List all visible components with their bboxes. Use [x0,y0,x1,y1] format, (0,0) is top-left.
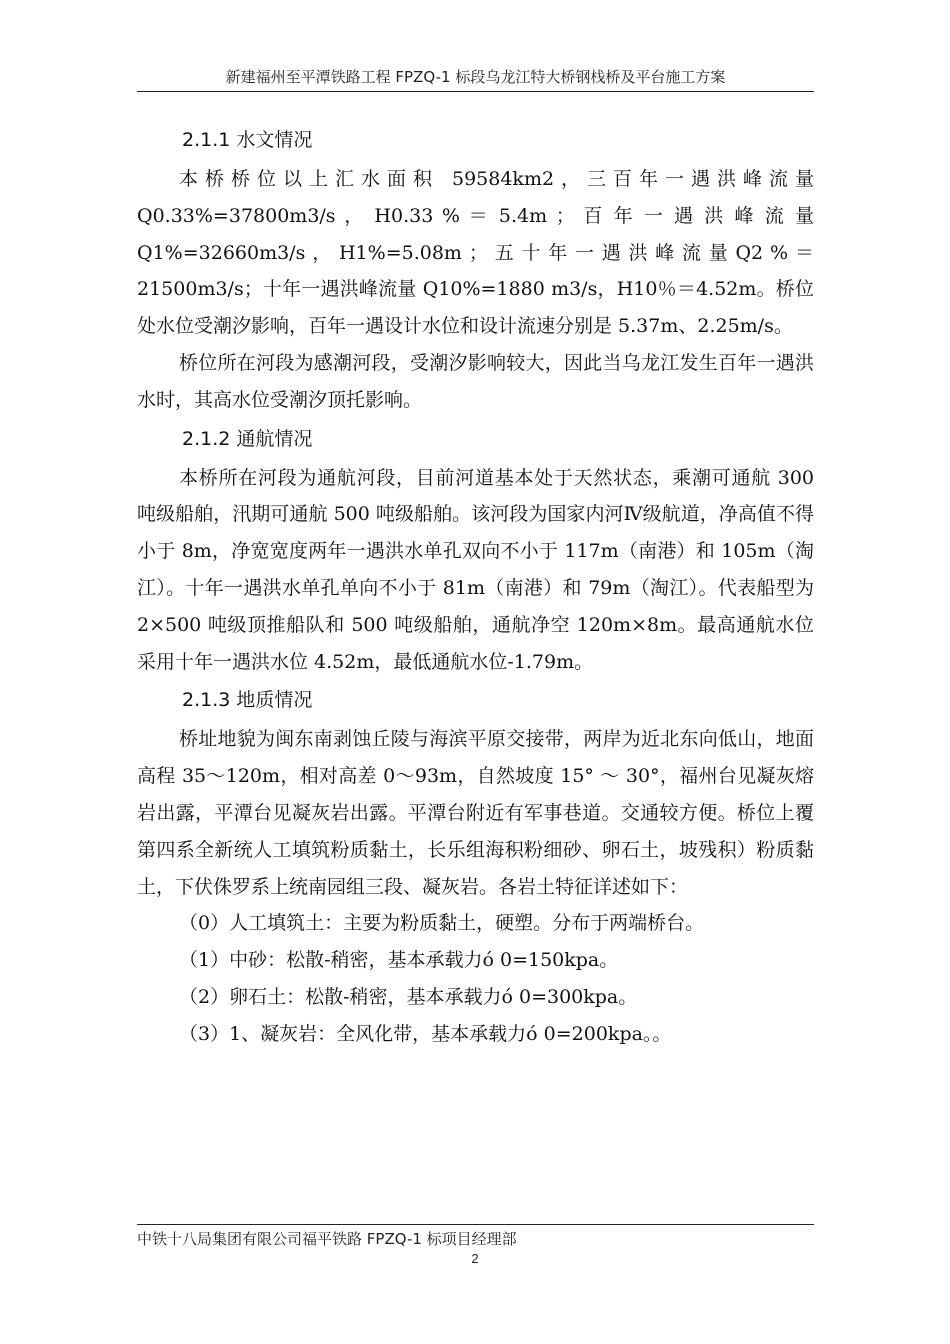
page-header: 新建福州至平潭铁路工程 FPZQ-1 标段乌龙江特大桥钢栈桥及平台施工方案 [225,68,726,86]
paragraph: 本桥桥位以上汇水面积 59584km2，三百年一遇洪峰流量 Q0.33%=37800m3/s ， H0.33 % ＝ 5.4m ； 百 年 一 遇 洪 峰 流 量 Q1%=32660m3/s ， H1%=5.08m ； 五 十 年 一 遇 洪 峰 流 量 Q2 % ＝ 21500m3/s；十年一遇洪峰流量 Q10%=1880 m3/s，H10％＝4.52m。桥位处水位受潮汐影响，百年一遇设计水位和设计流速分别是 5.37m、2.25m/s。 [137,168,814,338]
page-number: 2 [471,1251,479,1266]
page-footer: 中铁十八局集团有限公司福平铁路 FPZQ-1 标项目经理部 [137,1230,517,1248]
section-heading-hydrology: 2.1.1 水文情况 [182,129,313,151]
header-rule [137,91,814,92]
footer-rule [137,1224,814,1225]
list-item: （0）人工填筑土：主要为粉质黏土，硬塑。分布于两端桥台。 [179,912,705,935]
section-heading-navigation: 2.1.2 通航情况 [182,427,313,450]
section-heading-geology: 2.1.3 地质情况 [182,689,313,712]
list-item: （3）1、凝灰岩：全风化带，基本承载力ó 0=200kpa。。 [179,1022,672,1045]
paragraph: 桥址地貌为闽东南剥蚀丘陵与海滨平原交接带，两岸为近北东向低山，地面高程 35～120m，相对高差 0～93m，自然坡度 15° ～ 30°，福州台见凝灰熔岩出露，平潭台见凝灰岩出露。平潭台附近有军事巷道。交通较方便。桥位上覆第四系全新统人工填筑粉质黏土，长乐组海积粉细砂、卵石土，坡残积）粉质黏土，下伏侏罗系上统南园组三段、凝灰岩。各岩土特征详述如下： [137,728,814,898]
paragraph: 本桥所在河段为通航河段，目前河道基本处于天然状态，乘潮可通航 300 吨级船舶，汛期可通航 500 吨级船舶。该河段为国家内河Ⅳ级航道，净高值不得小于 8m，净宽宽度两年一遇洪水单孔双向不小于 117m（南港）和 105m（淘江）。十年一遇洪水单孔单向不小于 81m（南港）和 79m（淘江）。代表船型为 2×500 吨级顶推船队和 500 吨级船舶，通航净空 120m×8m。最高通航水位采用十年一遇洪水位 4.52m，最低通航水位-1.79m。 [137,466,814,673]
list-item: （1）中砂：松散-稍密，基本承载力ó 0=150kpa。 [179,949,619,972]
list-item: （2）卵石土：松散-稍密，基本承载力ó 0=300kpa。 [179,985,638,1008]
document-body [137,120,814,1053]
paragraph: 桥位所在河段为感潮河段，受潮汐影响较大，因此当乌龙江发生百年一遇洪水时，其高水位受潮汐顶托影响。 [137,351,814,411]
